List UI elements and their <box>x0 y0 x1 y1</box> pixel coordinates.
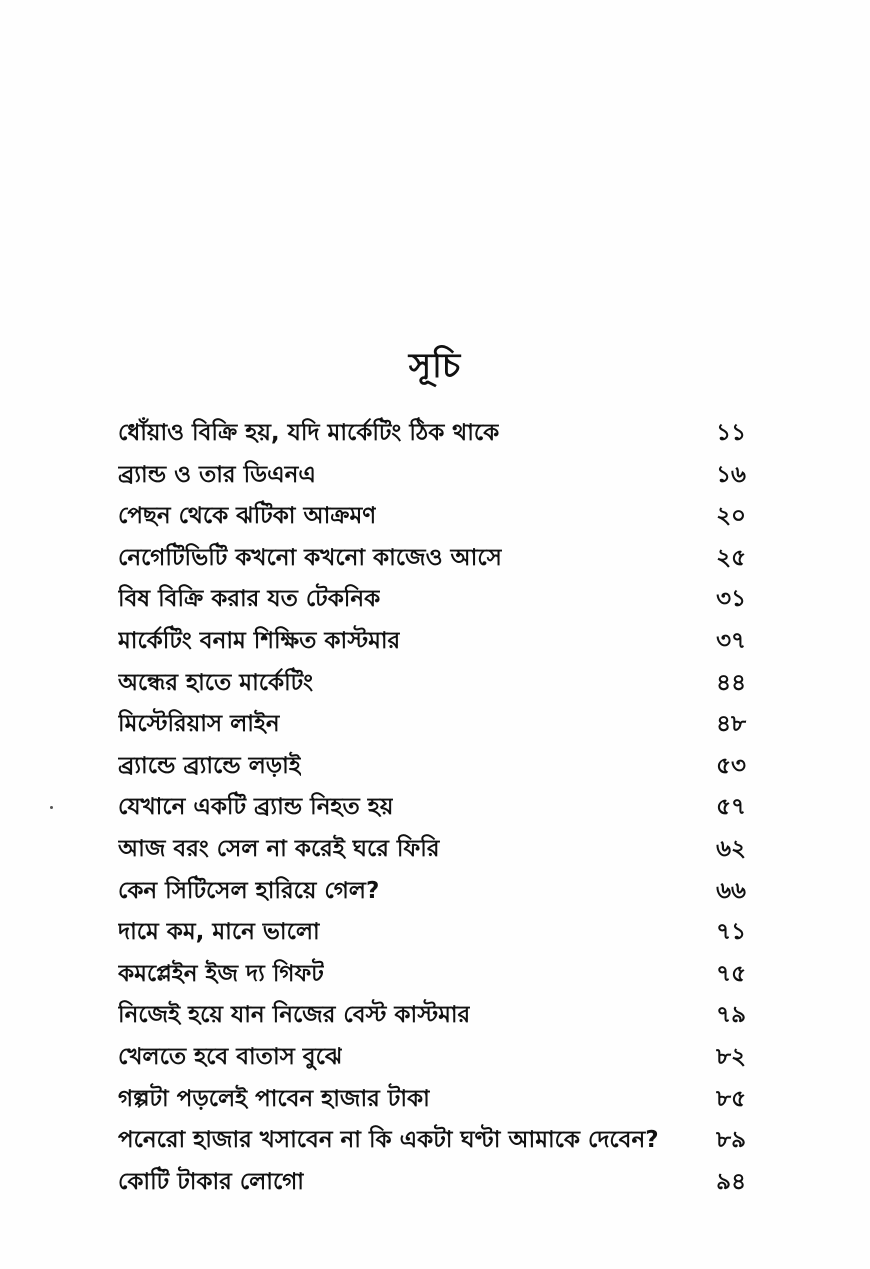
toc-entry <box>118 622 758 664</box>
toc-entry-title: গল্পটা পড়লেই পাবেন হাজার টাকা <box>118 1085 430 1112</box>
toc-entry <box>118 705 758 747</box>
toc-entry-title: পেছন থেকে ঝটিকা আক্রমণ <box>118 503 377 530</box>
toc-entry-title: কমপ্লেইন ইজ দ্য গিফট <box>118 960 324 987</box>
toc-entry-page-number: ১১ <box>716 420 746 446</box>
toc-entry-page-number: ৪৮ <box>716 711 746 738</box>
toc-entry-title: ব্র্যান্ড ও তার ডিএনএ <box>118 461 316 488</box>
toc-entry-page-number: ২০ <box>716 503 746 530</box>
toc-entry-title: অন্ধের হাতে মার্কেটিং <box>118 669 314 696</box>
toc-entry <box>118 872 758 914</box>
toc-entry <box>118 539 758 581</box>
toc-entry-title: আজ বরং সেল না করেই ঘরে ফিরি <box>118 835 440 862</box>
toc-entry <box>118 1121 758 1163</box>
toc-entry-title: নেগেটিভিটি কখনো কখনো কাজেও আসে <box>118 544 502 571</box>
toc-entry-page-number: ৬৬ <box>716 877 746 904</box>
toc-entry <box>118 497 758 539</box>
toc-entry-page-number: ৮২ <box>716 1043 746 1070</box>
toc-entry-page-number: ৩৭ <box>716 627 746 654</box>
toc-entry-page-number: ৩১ <box>716 586 746 613</box>
toc-entry-title: দামে কম, মানে ভালো <box>118 919 320 946</box>
toc-entry-title: যেখানে একটি ব্র্যান্ড নিহত হয় <box>118 794 394 821</box>
toc-entry <box>118 747 758 789</box>
toc-entry-page-number: ৭৫ <box>716 960 746 987</box>
toc-entry <box>118 830 758 872</box>
toc-entry <box>118 913 758 955</box>
toc-entry-title: কোটি টাকার লোগো <box>118 1168 304 1195</box>
toc-entry <box>118 788 758 830</box>
toc-entry <box>118 1080 758 1122</box>
toc-entry-page-number: ৭৯ <box>716 1002 746 1029</box>
toc-entry-page-number: ৪৪ <box>716 669 746 696</box>
toc-entry-title: খেলতে হবে বাতাস বুঝে <box>118 1043 343 1070</box>
toc-list <box>118 414 758 1204</box>
toc-entry <box>118 1038 758 1080</box>
toc-title: সূচি <box>408 346 462 386</box>
toc-entry <box>118 456 758 498</box>
toc-entry-page-number: ৫৩ <box>716 752 746 779</box>
toc-entry-page-number: ১৬ <box>716 461 746 488</box>
toc-entry-title: বিষ বিক্রি করার যত টেকনিক <box>118 586 381 613</box>
toc-entry-title: ব্র্যান্ডে ব্র্যান্ডে লড়াই <box>118 752 301 779</box>
toc-entry-page-number: ৬২ <box>716 835 746 862</box>
toc-entry <box>118 580 758 622</box>
toc-entry-title: ধোঁয়াও বিক্রি হয়, যদি মার্কেটিং ঠিক থাকে <box>118 420 500 446</box>
toc-entry-page-number: ৯৪ <box>716 1168 746 1195</box>
toc-entry-title: নিজেই হয়ে যান নিজের বেস্ট কাস্টমার <box>118 1002 471 1029</box>
toc-entry-page-number: ৭১ <box>716 919 746 946</box>
toc-entry <box>118 1163 758 1205</box>
toc-entry-title: পনেরো হাজার খসাবেন না কি একটা ঘণ্টা আমাকে দেবেন? <box>118 1127 659 1154</box>
toc-entry <box>118 996 758 1038</box>
toc-entry <box>118 414 758 456</box>
toc-entry-page-number: ২৫ <box>716 544 746 571</box>
toc-entry-title: মার্কেটিং বনাম শিক্ষিত কাস্টমার <box>118 627 401 654</box>
toc-entry-title: মিস্টেরিয়াস লাইন <box>118 711 280 738</box>
toc-entry-page-number: ৮৫ <box>716 1085 746 1112</box>
toc-entry <box>118 664 758 706</box>
toc-entry-page-number: ৮৯ <box>716 1127 746 1154</box>
print-speck <box>50 806 53 809</box>
toc-entry-page-number: ৫৭ <box>716 794 746 821</box>
toc-entry-title: কেন সিটিসেল হারিয়ে গেল? <box>118 877 380 904</box>
toc-entry <box>118 955 758 997</box>
